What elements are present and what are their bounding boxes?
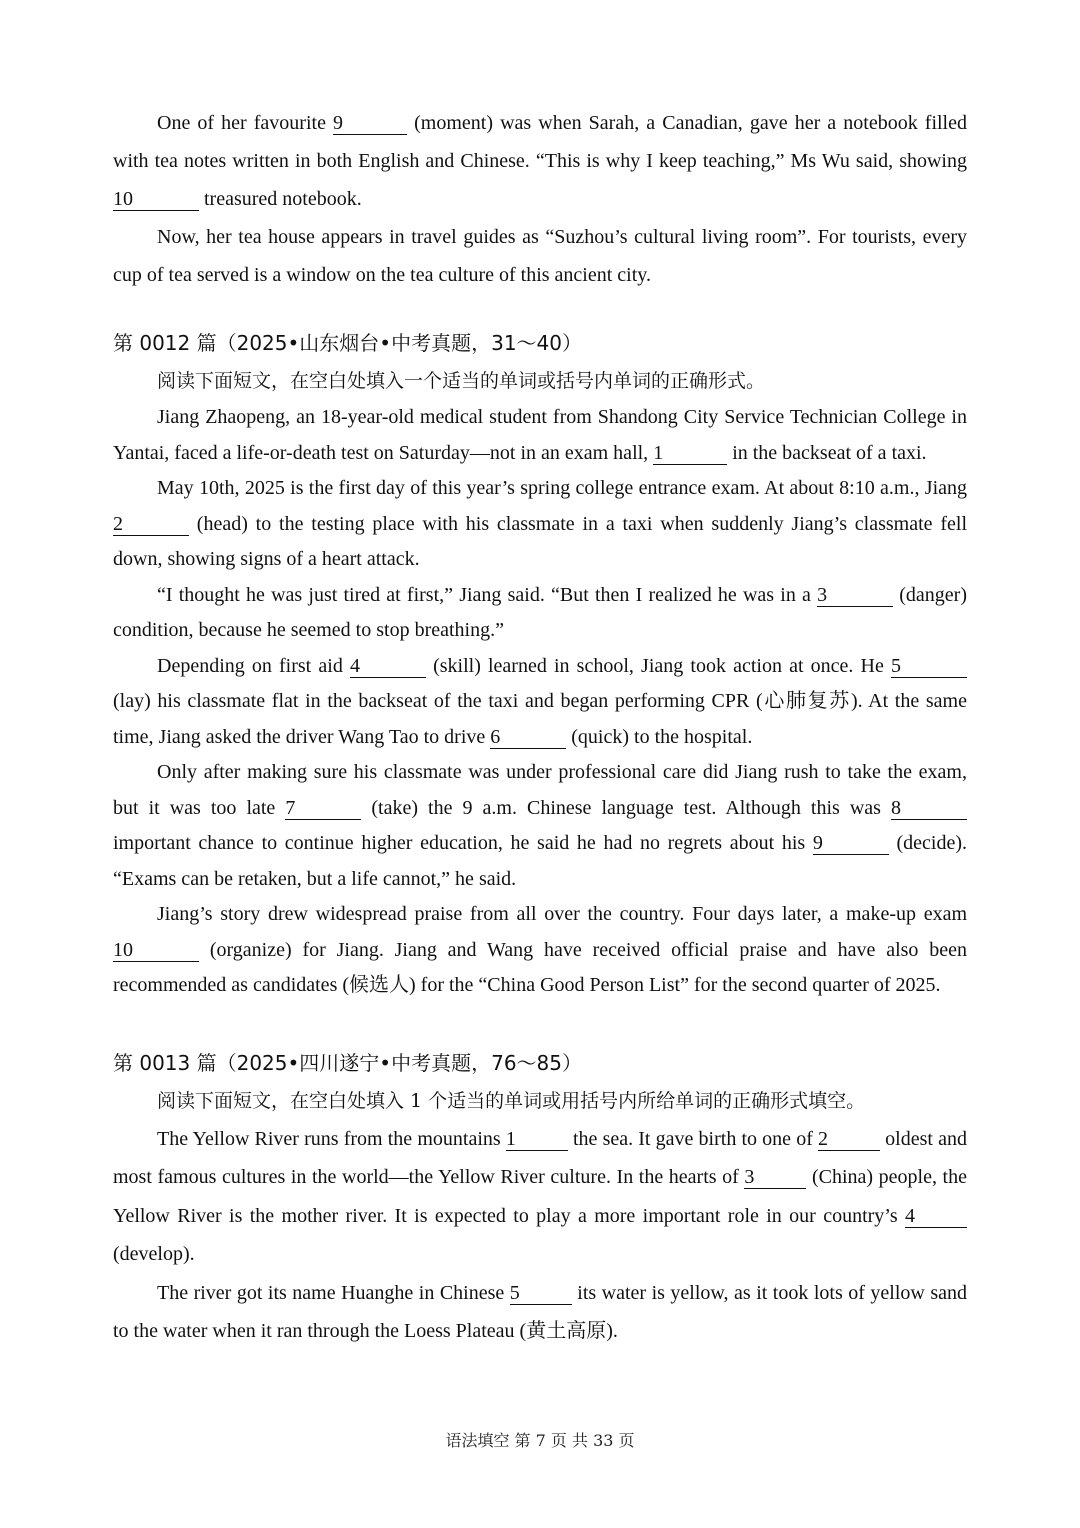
- blank-10[interactable]: 10: [113, 188, 199, 211]
- s12-paragraph-5: Only after making sure his classmate was under professional care did Jiang rush to take the exam, but it was too late 7 (take) the 9 a.m. Chinese language test. Although this was 8 important chance to continue higher education, he said he had no regrets about his 9 (decide). “Exams can be retaken, but a life cannot,” he said.: [113, 761, 967, 890]
- section-12-instruction: 阅读下面短文，在空白处填入一个适当的单词或括号内单词的正确形式。: [157, 370, 766, 392]
- s12-blank-8[interactable]: 8: [891, 797, 967, 820]
- s12-paragraph-3: “I thought he was just tired at first,” Jiang said. “But then I realized he was in a 3 (danger) condition, because he seemed to stop breathing.”: [113, 583, 967, 641]
- s12-paragraph-2: May 10th, 2025 is the first day of this year’s spring college entrance exam. At about 8:10 a.m., Jiang 2 (head) to the testing place with his classmate in a taxi when suddenly Jiang’s classmate fell down, showing signs of a heart attack.: [113, 477, 967, 570]
- s12-paragraph-6: Jiang’s story drew widespread praise from all over the country. Four days later, a make-up exam 10 (organize) for Jiang. Jiang and Wang have received official praise and have also been recommended as candidates (候选人) for the “China Good Person List” for the second quarter of 2025.: [113, 903, 967, 996]
- section-13-heading: 第 0013 篇（2025•四川遂宁•中考真题，76～85）: [113, 1050, 583, 1075]
- s12-blank-3[interactable]: 3: [817, 584, 893, 607]
- s12-blank-4[interactable]: 4: [350, 655, 426, 678]
- s13-blank-4[interactable]: 4: [905, 1205, 967, 1228]
- s13-blank-5[interactable]: 5: [510, 1282, 572, 1305]
- section-13-instruction: 阅读下面短文，在空白处填入 1 个适当的单词或用括号内所给单词的正确形式填空。: [157, 1089, 866, 1112]
- s13-blank-2[interactable]: 2: [818, 1128, 880, 1151]
- section-12-heading: 第 0012 篇（2025•山东烟台•中考真题，31～40）: [113, 331, 583, 355]
- blank-9[interactable]: 9: [333, 112, 407, 135]
- document-page: [113, 104, 967, 1351]
- s13-paragraph-2: The river got its name Huanghe in Chinese 5 its water is yellow, as it took lots of yellow sand to the water when it ran through the Loess Plateau (黄土高原).: [113, 1281, 968, 1342]
- s12-blank-9[interactable]: 9: [813, 832, 889, 855]
- s12-blank-2[interactable]: 2: [113, 513, 189, 536]
- s13-paragraph-1: The Yellow River runs from the mountains 1 the sea. It gave birth to one of 2 oldest and most famous cultures in the world—the Yellow River culture. In the hearts of 3 (China) people, the Yellow River is the mother river. It is expected to play a more important role in our country’s 4 (develop).: [113, 1127, 967, 1265]
- s12-blank-7[interactable]: 7: [285, 797, 361, 820]
- s12-blank-1[interactable]: 1: [653, 442, 727, 465]
- intro-paragraph-2: Now, her tea house appears in travel guides as “Suzhou’s cultural living room”. For tourists, every cup of tea served is a window on the tea culture of this ancient city.: [113, 226, 967, 286]
- s12-blank-10[interactable]: 10: [113, 939, 199, 962]
- s12-paragraph-4: Depending on first aid 4 (skill) learned in school, Jiang took action at once. He 5 (lay) his classmate flat in the backseat of the taxi and began performing CPR (心肺复苏). At the same time, Jiang asked the driver Wang Tao to drive 6 (quick) to the hospital.: [113, 654, 967, 748]
- s12-blank-5[interactable]: 5: [891, 655, 967, 678]
- page-footer: 语法填空 第 7 页 共 33 页: [445, 1431, 635, 1450]
- s13-blank-3[interactable]: 3: [744, 1166, 806, 1189]
- s13-blank-1[interactable]: 1: [506, 1128, 568, 1151]
- s12-paragraph-1: Jiang Zhaopeng, an 18-year-old medical student from Shandong City Service Technician College in Yantai, faced a life-or-death test on Saturday—not in an exam hall, 1 in the backseat of a taxi.: [113, 406, 967, 464]
- intro-paragraph-1: One of her favourite 9 (moment) was when Sarah, a Canadian, gave her a notebook filled with tea notes written in both English and Chinese. “This is why I keep teaching,” Ms Wu said, showing 10 treasured notebook.: [113, 112, 967, 210]
- s12-blank-6[interactable]: 6: [490, 726, 566, 749]
